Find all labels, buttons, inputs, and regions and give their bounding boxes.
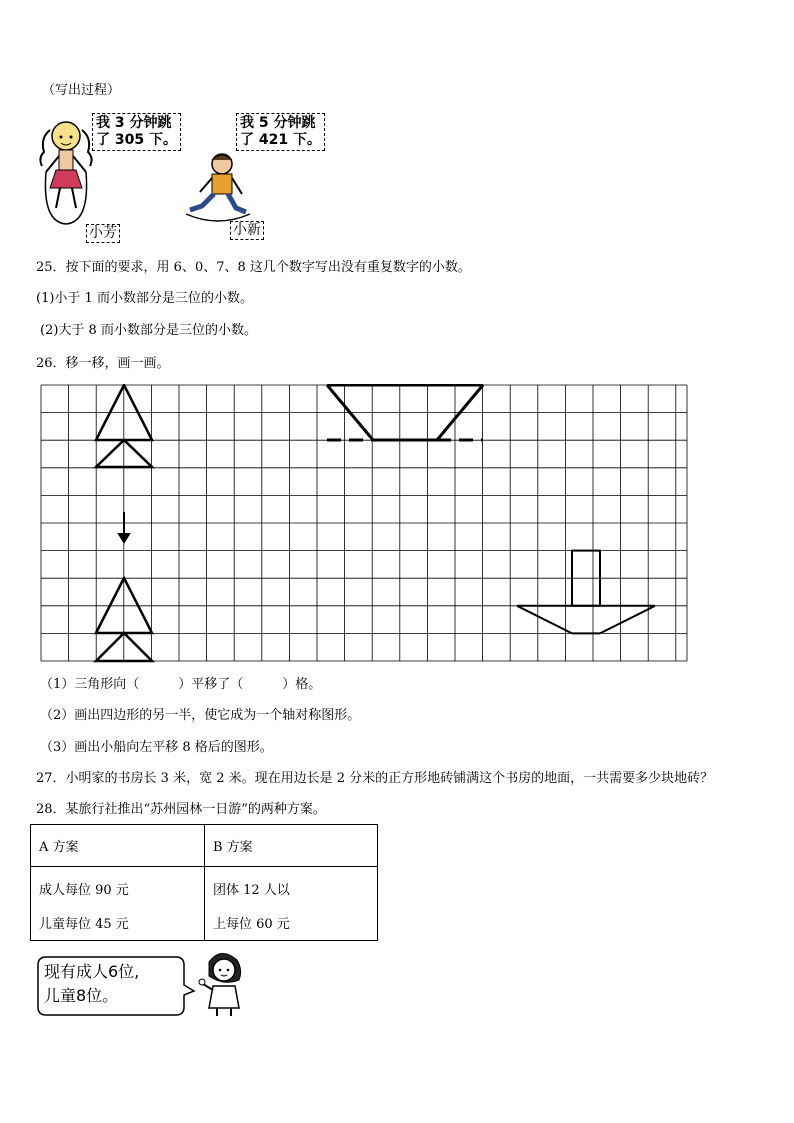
q27-title: 27．小明家的书房长 3 米，宽 2 米。现在用边长是 2 分米的正方形地砖铺满这个书房的地面，一共需要多少块地砖？ — [36, 771, 714, 786]
boy-speech-bubble — [236, 113, 325, 151]
group-speech-line1: 现有成人6位, — [44, 962, 140, 981]
translation-grid-figure — [40, 384, 690, 664]
group-speech-bubble — [36, 955, 186, 1015]
q25-part2: (2)大于 8 而小数部分是三位的小数。 — [40, 323, 257, 338]
boy-speech-line1: 我 5 分钟跳 — [240, 115, 316, 131]
process-note: （写出过程） — [42, 83, 121, 98]
girl-thinking-illustration — [195, 946, 250, 1018]
boy-jumping-rope-illustration — [180, 150, 255, 225]
girl-speech-line1: 我 3 分钟跳 — [96, 115, 172, 131]
q26-part2: （2）画出四边形的另一半，使它成为一个轴对称图形。 — [40, 708, 361, 723]
plan-a-details — [31, 867, 205, 941]
grid-lines — [41, 385, 687, 661]
q26-part1: （1）三角形向（ ）平移了（ ）格。 — [40, 677, 322, 692]
plan-a-line2: 儿童每位 45 元 — [39, 917, 129, 932]
translation-arrow — [119, 512, 129, 542]
plan-a-line1: 成人每位 90 元 — [39, 883, 129, 898]
boy-speech-line2: 了 421 下。 — [240, 132, 321, 148]
plan-b-line1: 团体 12 人以 — [213, 883, 290, 898]
girl-name-label: 小芳 — [86, 224, 120, 243]
group-speech-line2: 儿童8位。 — [44, 986, 119, 1005]
q25-part1: (1)小于 1 而小数部分是三位的小数。 — [36, 291, 253, 306]
plan-b-header: B 方案 — [205, 825, 378, 867]
girl-speech-bubble — [92, 113, 181, 151]
q25-title: 25．按下面的要求，用 6、0、7、8 这几个数字写出没有重复数字的小数。 — [36, 260, 471, 275]
plan-b-line2: 上每位 60 元 — [213, 917, 290, 932]
plan-a-header: A 方案 — [31, 825, 205, 867]
boy-name-label: 小新 — [230, 221, 264, 240]
girl-speech-line2: 了 305 下。 — [96, 132, 177, 148]
q26-title: 26．移一移，画一画。 — [36, 356, 170, 371]
tour-plans-table — [30, 824, 378, 941]
q28-title: 28．某旅行社推出“苏州园林一日游”的两种方案。 — [36, 802, 326, 817]
plan-b-details — [205, 867, 378, 941]
q26-part3: （3）画出小船向左平移 8 格后的图形。 — [40, 740, 273, 755]
girl-jumping-rope-illustration — [36, 112, 96, 232]
